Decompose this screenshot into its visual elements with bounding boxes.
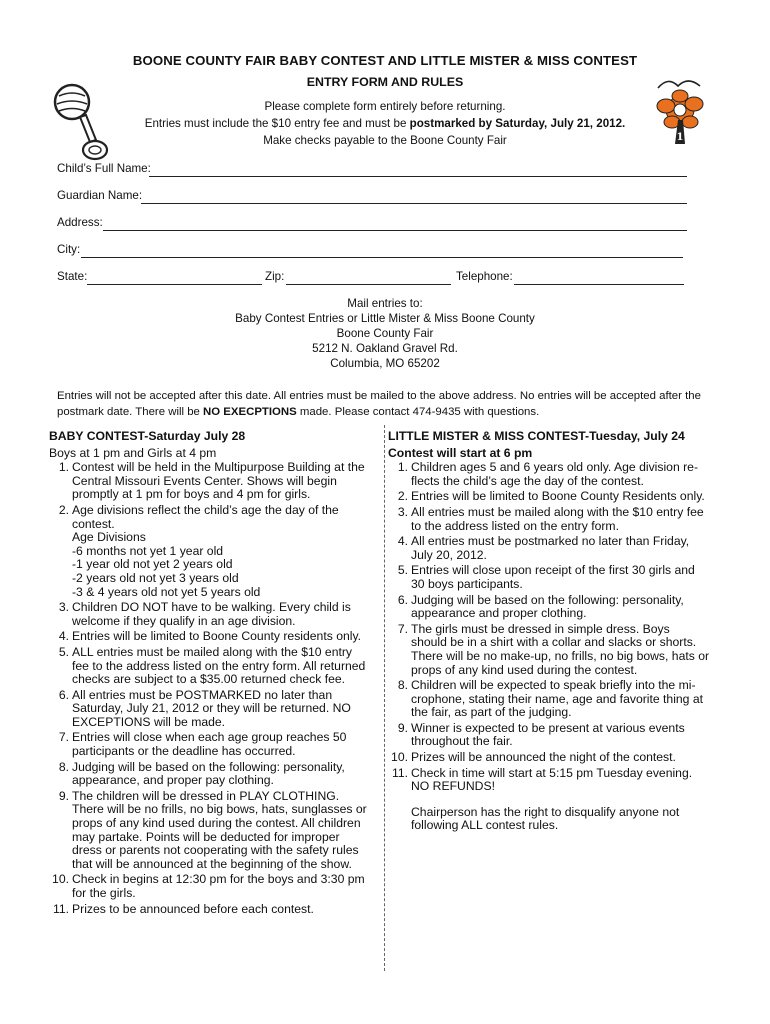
telephone-label: Telephone: [456,270,513,283]
baby-contest-section [49,430,384,918]
city-label: City: [57,243,81,256]
city-field[interactable] [57,243,683,261]
address-line[interactable] [103,230,687,231]
list-item: 4. All entries must be postmarked no later than Friday, July 20, 2012. [397,534,690,562]
list-item: 8. Judging will be based on the following: personality, appearance, and proper pay clothing. [58,759,345,788]
state-field[interactable] [57,270,262,288]
intro-line-1: Please complete form entirely before returning. [264,100,506,113]
mailing-address [0,296,770,371]
telephone-field[interactable] [456,270,684,288]
state-line[interactable] [87,284,262,285]
address-label: Address: [57,216,103,229]
baby-rules-list [49,461,384,916]
list-item: 3. All entries must be mailed along with the $10 entry fee to the address listed on the entry form. [397,504,704,533]
child-name-line[interactable] [149,176,687,177]
svg-text:1: 1 [676,132,684,143]
list-item: 5. ALL entries must be mailed along with the $10 entry fee to the address listed on the entry form. All returned checks are subject to a $35.00 returned check fee. [58,644,366,687]
telephone-line[interactable] [514,284,684,285]
baby-contest-times: Boys at 1 pm and Girls at 4 pm [49,445,217,460]
zip-field[interactable] [265,270,451,288]
list-item: 10. Check in begins at 12:30 pm for the boys and 3:30 pm for the girls. [52,872,365,900]
address-field[interactable] [57,216,687,234]
list-item: 11. Check in time will start at 5:15 pm Tuesday evening. NO REFUNDS! [391,765,693,794]
list-item: 6. All entries must be POSTMARKED no later than Saturday, July 21, 2012 or they will be returned. NO EXCEPTIONS will be made. [58,687,351,729]
list-item: 8. Children will be expected to speak briefly into the mi- crophone, stating their name, age and favorite thing at the fair, as part of the judging. [397,678,704,720]
list-item: 9. The children will be dressed in PLAY CLOTHING. There will be no frills, no big bows, hats, sunglasses or props of any kind used during the contest. All children may partake. Points will be deducted for improper dress or parents not cooperating with the safety rules that will be announced at the beginning of the show. [58,788,367,871]
list-item: 11. Prizes to be announced before each contest. [52,901,314,916]
list-item: 7. The girls must be dressed in simple dress. Boys should be in a shirt with a collar and slacks or shorts. There will be no make-up, no frills, no big bows, hats or props of any kind used during the contest. [397,621,710,677]
child-name-field[interactable] [57,162,687,180]
list-item: 3. Children DO NOT have to be walking. Every child is welcome if they qualify in an age division. [58,600,351,628]
intro-line-3: Make checks payable to the Boone County Fair [263,134,507,147]
ribbon-rosette-icon [648,74,710,153]
little-mister-miss-section [388,430,733,833]
list-item: 4. Entries will be limited to Boone County residents only. [58,629,362,644]
mail-line-3: Boone County Fair [336,327,434,340]
form-title: BOONE COUNTY FAIR BABY CONTEST AND LITTLE MISTER & MISS CONTEST [132,53,638,68]
guardian-name-label: Guardian Name: [57,189,143,202]
guardian-name-field[interactable] [57,189,687,207]
mail-line-4: 5212 N. Oakland Gravel Rd. [312,342,458,355]
mail-line-1: Mail entries to: [347,297,423,310]
little-rules-list [388,461,733,794]
postmark-deadline: postmarked by Saturday, July 21, 2012. [409,117,626,130]
no-exceptions: NO EXECPTIONS [203,405,297,418]
intro-line-2: Entries must include the $10 entry fee and must be postmarked by Saturday, July 21, 2012. [144,117,626,130]
list-item: 9. Winner is expected to be present at various events throughout the fair. [397,720,685,749]
guardian-name-line[interactable] [141,203,687,204]
little-contest-heading: LITTLE MISTER & MISS CONTEST-Tuesday, July 24 [388,429,685,443]
state-label: State: [57,270,88,283]
list-item: 2. Entries will be limited to Boone County Residents only. [397,489,705,504]
list-item: 1. Contest will be held in the Multipurpose Building at the Central Missouri Events Center. Shows will begin promptly at 1 pm for boys and 4 pm for girls. [58,460,365,502]
form-subtitle: ENTRY FORM AND RULES [306,75,464,89]
mail-line-2: Baby Contest Entries or Little Mister & Miss Boone County [235,312,535,325]
little-contest-start: Contest will start at 6 pm [388,445,533,460]
mail-line-5: Columbia, MO 65202 [330,357,440,370]
city-line[interactable] [81,257,683,258]
list-item: 1. Children ages 5 and 6 years old only. Age division re- flects the child’s age the day of the contest. [397,460,699,488]
deadline-notice: Entries will not be accepted after this date. All entries must be mailed to the above address. No entries will be accepted after the postmark date. There will be NO EXECPTIONS made. Please contact 474-9435 with questions. [57,390,701,418]
column-divider [384,425,385,971]
zip-line[interactable] [286,284,451,285]
chairperson-note: Chairperson has the right to disqualify anyone not following ALL contest rules. [411,804,680,833]
zip-label: Zip: [265,270,285,283]
list-item: 6. Judging will be based on the following: personality, appearance and proper clothing. [397,592,684,621]
baby-contest-heading: BABY CONTEST-Saturday July 28 [49,429,246,443]
list-item: 7. Entries will close when each age group reaches 50 participants or the deadline has occurred. [58,730,347,759]
list-item: 10. Prizes will be announced the night of the contest. [391,750,676,765]
list-item: 2. Age divisions reflect the child’s age the day of the contest. Age Divisions -6 months not yet 1 year old -1 year old not yet 2 years old -2 years old not yet 3 years old -3 & 4 years old not yet 5 years old [58,502,339,599]
list-item: 5. Entries will close upon receipt of the first 30 girls and 30 boys participants. [397,563,695,591]
child-name-label: Child’s Full Name: [57,162,151,175]
